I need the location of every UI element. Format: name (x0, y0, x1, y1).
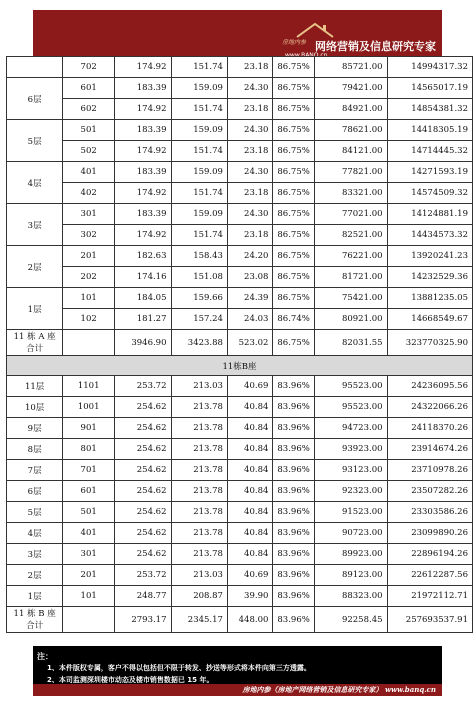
table-cell: 184.05 (115, 288, 171, 309)
table-cell: 39.90 (227, 586, 272, 607)
table-cell: 40.69 (227, 565, 272, 586)
table-row (7, 246, 473, 267)
table-cell: 202 (63, 267, 115, 288)
table-cell: 83.96% (273, 565, 314, 586)
house-logo-icon (295, 22, 335, 38)
table-cell: 84121.00 (314, 141, 387, 162)
table-cell: 86.75% (273, 57, 314, 78)
floor-cell: 4层 (7, 162, 63, 204)
table-cell: 301 (63, 204, 115, 225)
table-row (7, 162, 473, 183)
table-cell: 501 (63, 502, 115, 523)
table-cell: 40.84 (227, 523, 272, 544)
table-cell: 83321.00 (314, 183, 387, 204)
table-cell: 159.09 (171, 78, 227, 99)
table-cell: 101 (63, 288, 115, 309)
table-cell: 208.87 (171, 586, 227, 607)
table-cell: 88323.00 (314, 586, 387, 607)
table-cell: 86.75% (273, 141, 314, 162)
table-cell: 79421.00 (314, 78, 387, 99)
table-cell: 402 (63, 183, 115, 204)
table-cell: 254.62 (115, 481, 171, 502)
table-cell: 80921.00 (314, 309, 387, 330)
page-number: 8 (435, 650, 441, 659)
subtotal-cell: 3423.88 (171, 330, 227, 356)
subtotal-cell: 92258.45 (314, 607, 387, 633)
table-cell: 95523.00 (314, 397, 387, 418)
subtotal-label (7, 607, 63, 633)
table-cell: 81721.00 (314, 267, 387, 288)
floor-cell: 8层 (7, 439, 63, 460)
table-row (7, 481, 473, 502)
table-cell: 174.92 (115, 141, 171, 162)
table-row (7, 439, 473, 460)
table-row (7, 225, 473, 246)
subtotal-label-line1: 11 栋 B 座 (13, 608, 56, 619)
table-row (7, 376, 473, 397)
table-cell: 213.78 (171, 544, 227, 565)
table-row (7, 523, 473, 544)
table-cell: 93123.00 (314, 460, 387, 481)
floor-cell: 6层 (7, 481, 63, 502)
table-cell: 181.27 (115, 309, 171, 330)
table-cell: 23.18 (227, 99, 272, 120)
table-cell: 174.92 (115, 225, 171, 246)
table-row (7, 565, 473, 586)
table-row (7, 78, 473, 99)
table-cell: 157.24 (171, 309, 227, 330)
table-row (7, 267, 473, 288)
table-cell: 86.75% (273, 267, 314, 288)
section-header-row (7, 356, 473, 376)
table-cell: 24.03 (227, 309, 272, 330)
table-cell: 83.96% (273, 544, 314, 565)
subtotal-label-line2: 合计 (26, 343, 44, 354)
table-cell: 502 (63, 141, 115, 162)
table-cell: 78621.00 (314, 120, 387, 141)
table-cell: 183.39 (115, 204, 171, 225)
floor-cell: 4层 (7, 523, 63, 544)
table-cell: 24.30 (227, 120, 272, 141)
subtotal-cell: 523.02 (227, 330, 272, 356)
table-cell: 40.84 (227, 544, 272, 565)
subtotal-cell: 257693537.91 (387, 607, 472, 633)
table-cell: 159.66 (171, 288, 227, 309)
header-banner (33, 10, 442, 59)
table-row (7, 586, 473, 607)
table-cell: 601 (63, 78, 115, 99)
table-cell: 14994317.32 (387, 57, 472, 78)
table-cell: 83.96% (273, 397, 314, 418)
table-cell: 77021.00 (314, 204, 387, 225)
floor-cell: 3层 (7, 204, 63, 246)
table-cell: 151.74 (171, 141, 227, 162)
table-cell: 83.96% (273, 439, 314, 460)
table-cell: 13881235.05 (387, 288, 472, 309)
table-cell: 14124881.19 (387, 204, 472, 225)
table-cell: 302 (63, 225, 115, 246)
table-cell: 213.78 (171, 481, 227, 502)
header-title: 网络营销及信息研究专家 (315, 40, 436, 53)
table-cell: 21972112.71 (387, 586, 472, 607)
note-title: 注： (37, 652, 53, 661)
table-cell: 13920241.23 (387, 246, 472, 267)
table-cell: 213.78 (171, 460, 227, 481)
table-cell: 801 (63, 439, 115, 460)
note-2: 2、本司监测深圳楼市动态及楼市销售数据已 15 年。 (47, 676, 214, 684)
floor-cell: 1层 (7, 288, 63, 330)
floor-cell (7, 57, 63, 78)
table-cell: 702 (63, 57, 115, 78)
table-cell: 602 (63, 99, 115, 120)
table-cell: 23.18 (227, 141, 272, 162)
table-cell: 1101 (63, 376, 115, 397)
table-cell: 101 (63, 586, 115, 607)
table-cell: 248.77 (115, 586, 171, 607)
table-cell: 14418305.19 (387, 120, 472, 141)
table-row (7, 397, 473, 418)
table-cell: 213.78 (171, 418, 227, 439)
floor-cell: 2层 (7, 565, 63, 586)
table-cell: 40.69 (227, 376, 272, 397)
floor-cell: 2层 (7, 246, 63, 288)
table-cell: 254.62 (115, 418, 171, 439)
table-cell: 91523.00 (314, 502, 387, 523)
table-cell: 213.78 (171, 502, 227, 523)
table-row (7, 544, 473, 565)
table-cell: 701 (63, 460, 115, 481)
table-cell: 94723.00 (314, 418, 387, 439)
table-cell: 183.39 (115, 78, 171, 99)
table-cell: 93923.00 (314, 439, 387, 460)
table-cell: 159.09 (171, 204, 227, 225)
note-1: 1、本件版权专属，客户不得以包括但不限于转发、抄送等形式将本件向第三方透露。 (47, 664, 311, 672)
table-cell: 83.96% (273, 376, 314, 397)
table-cell: 159.09 (171, 162, 227, 183)
table-row (7, 460, 473, 481)
table-cell: 151.74 (171, 99, 227, 120)
section-title: 11栋B座 (7, 356, 473, 376)
subtotal-cell: 86.75% (273, 330, 314, 356)
table-cell: 77821.00 (314, 162, 387, 183)
table-cell: 14574509.32 (387, 183, 472, 204)
table-cell: 254.62 (115, 397, 171, 418)
table-cell: 86.75% (273, 183, 314, 204)
table-cell: 174.92 (115, 99, 171, 120)
table-row (7, 57, 473, 78)
table-cell: 23.18 (227, 57, 272, 78)
table-cell: 83.96% (273, 418, 314, 439)
floor-cell: 3层 (7, 544, 63, 565)
table-cell: 86.75% (273, 162, 314, 183)
table-cell: 201 (63, 246, 115, 267)
subtotal-cell: 82031.55 (314, 330, 387, 356)
table-cell: 92323.00 (314, 481, 387, 502)
table-cell: 23507282.26 (387, 481, 472, 502)
table-cell: 213.03 (171, 565, 227, 586)
table-row (7, 204, 473, 225)
table-cell: 253.72 (115, 565, 171, 586)
table-cell: 89923.00 (314, 544, 387, 565)
subtotal-cell: 3946.90 (115, 330, 171, 356)
table-cell: 40.84 (227, 439, 272, 460)
table-cell: 40.84 (227, 418, 272, 439)
floor-cell: 11层 (7, 376, 63, 397)
table-cell: 23099890.26 (387, 523, 472, 544)
table-cell: 83.96% (273, 523, 314, 544)
table-cell: 83.96% (273, 481, 314, 502)
table-cell: 95523.00 (314, 376, 387, 397)
table-cell: 201 (63, 565, 115, 586)
subtotal-cell: 2793.17 (115, 607, 171, 633)
floor-cell: 9层 (7, 418, 63, 439)
footer-tagline: 房地内参（房地产网络营销及信息研究专家） www.banq.cn (242, 685, 436, 694)
table-cell: 183.39 (115, 120, 171, 141)
table-cell: 75421.00 (314, 288, 387, 309)
table-cell: 174.92 (115, 57, 171, 78)
table-cell: 601 (63, 481, 115, 502)
table-cell: 24.20 (227, 246, 272, 267)
table-cell: 174.92 (115, 183, 171, 204)
table-cell: 14232529.36 (387, 267, 472, 288)
table-cell: 1001 (63, 397, 115, 418)
table-row (7, 141, 473, 162)
table-cell: 85721.00 (314, 57, 387, 78)
subtotal-row (7, 330, 473, 356)
table-cell: 401 (63, 162, 115, 183)
table-cell: 40.84 (227, 481, 272, 502)
table-cell: 183.39 (115, 162, 171, 183)
table-cell: 76221.00 (314, 246, 387, 267)
logo-text: 房地内参 (282, 39, 307, 46)
table-cell: 213.03 (171, 376, 227, 397)
floor-cell: 5层 (7, 120, 63, 162)
subtotal-cell (63, 607, 115, 633)
table-cell: 24.39 (227, 288, 272, 309)
table-cell: 401 (63, 523, 115, 544)
floor-cell: 10层 (7, 397, 63, 418)
subtotal-cell: 323770325.90 (387, 330, 472, 356)
table-cell: 901 (63, 418, 115, 439)
subtotal-cell: 83.96% (273, 607, 314, 633)
table-cell: 254.62 (115, 460, 171, 481)
subtotal-row (7, 607, 473, 633)
table-cell: 83.96% (273, 502, 314, 523)
subtotal-cell (63, 330, 115, 356)
table-row (7, 418, 473, 439)
table-cell: 253.72 (115, 376, 171, 397)
table-cell: 86.75% (273, 99, 314, 120)
table-cell: 14565017.19 (387, 78, 472, 99)
table-cell: 174.16 (115, 267, 171, 288)
table-cell: 14271593.19 (387, 162, 472, 183)
table-cell: 254.62 (115, 439, 171, 460)
table-cell: 501 (63, 120, 115, 141)
table-cell: 102 (63, 309, 115, 330)
table-cell: 14854381.32 (387, 99, 472, 120)
price-table (6, 56, 473, 633)
table-cell: 151.08 (171, 267, 227, 288)
floor-cell: 7层 (7, 460, 63, 481)
table-cell: 14668549.67 (387, 309, 472, 330)
subtotal-label-line1: 11 栋 A 座 (13, 331, 56, 342)
table-cell: 159.09 (171, 120, 227, 141)
table-cell: 24322066.26 (387, 397, 472, 418)
subtotal-label-line2: 合计 (26, 620, 44, 631)
table-row (7, 99, 473, 120)
table-cell: 86.75% (273, 78, 314, 99)
table-cell: 158.43 (171, 246, 227, 267)
floor-cell: 1层 (7, 586, 63, 607)
table-cell: 182.63 (115, 246, 171, 267)
subtotal-cell: 448.00 (227, 607, 272, 633)
table-cell: 83.96% (273, 586, 314, 607)
table-cell: 90723.00 (314, 523, 387, 544)
table-cell: 24236095.56 (387, 376, 472, 397)
table-cell: 86.74% (273, 309, 314, 330)
table-cell: 14714445.32 (387, 141, 472, 162)
subtotal-cell: 2345.17 (171, 607, 227, 633)
table-cell: 86.75% (273, 288, 314, 309)
table-cell: 24118370.26 (387, 418, 472, 439)
table-cell: 86.75% (273, 204, 314, 225)
table-cell: 40.84 (227, 502, 272, 523)
table-cell: 151.74 (171, 57, 227, 78)
subtotal-label (7, 330, 63, 356)
table-cell: 24.30 (227, 162, 272, 183)
table-cell: 40.84 (227, 397, 272, 418)
table-cell: 23710978.26 (387, 460, 472, 481)
table-cell: 151.74 (171, 225, 227, 246)
table-cell: 23914674.26 (387, 439, 472, 460)
table-cell: 86.75% (273, 120, 314, 141)
floor-cell: 5层 (7, 502, 63, 523)
table-cell: 23.18 (227, 225, 272, 246)
table-cell: 151.74 (171, 183, 227, 204)
table-row (7, 120, 473, 141)
table-row (7, 309, 473, 330)
table-cell: 24.30 (227, 204, 272, 225)
table-cell: 40.84 (227, 460, 272, 481)
table-cell: 213.78 (171, 439, 227, 460)
table-cell: 84921.00 (314, 99, 387, 120)
table-row (7, 502, 473, 523)
table-row (7, 288, 473, 309)
footer-tagline-bar (33, 684, 442, 696)
table-cell: 23.08 (227, 267, 272, 288)
logo-url: www.BANQ.cn (285, 52, 328, 59)
table-cell: 14434573.32 (387, 225, 472, 246)
table-cell: 213.78 (171, 523, 227, 544)
floor-cell: 6层 (7, 78, 63, 120)
table-cell: 22896194.26 (387, 544, 472, 565)
table-cell: 83.96% (273, 460, 314, 481)
table-cell: 23.18 (227, 183, 272, 204)
table-cell: 22612287.56 (387, 565, 472, 586)
table-cell: 82521.00 (314, 225, 387, 246)
table-cell: 89123.00 (314, 565, 387, 586)
table-cell: 254.62 (115, 523, 171, 544)
table-cell: 24.30 (227, 78, 272, 99)
table-cell: 86.75% (273, 225, 314, 246)
table-cell: 301 (63, 544, 115, 565)
table-cell: 23303586.26 (387, 502, 472, 523)
table-cell: 254.62 (115, 544, 171, 565)
table-cell: 213.78 (171, 397, 227, 418)
table-cell: 254.62 (115, 502, 171, 523)
table-cell: 86.75% (273, 246, 314, 267)
table-row (7, 183, 473, 204)
